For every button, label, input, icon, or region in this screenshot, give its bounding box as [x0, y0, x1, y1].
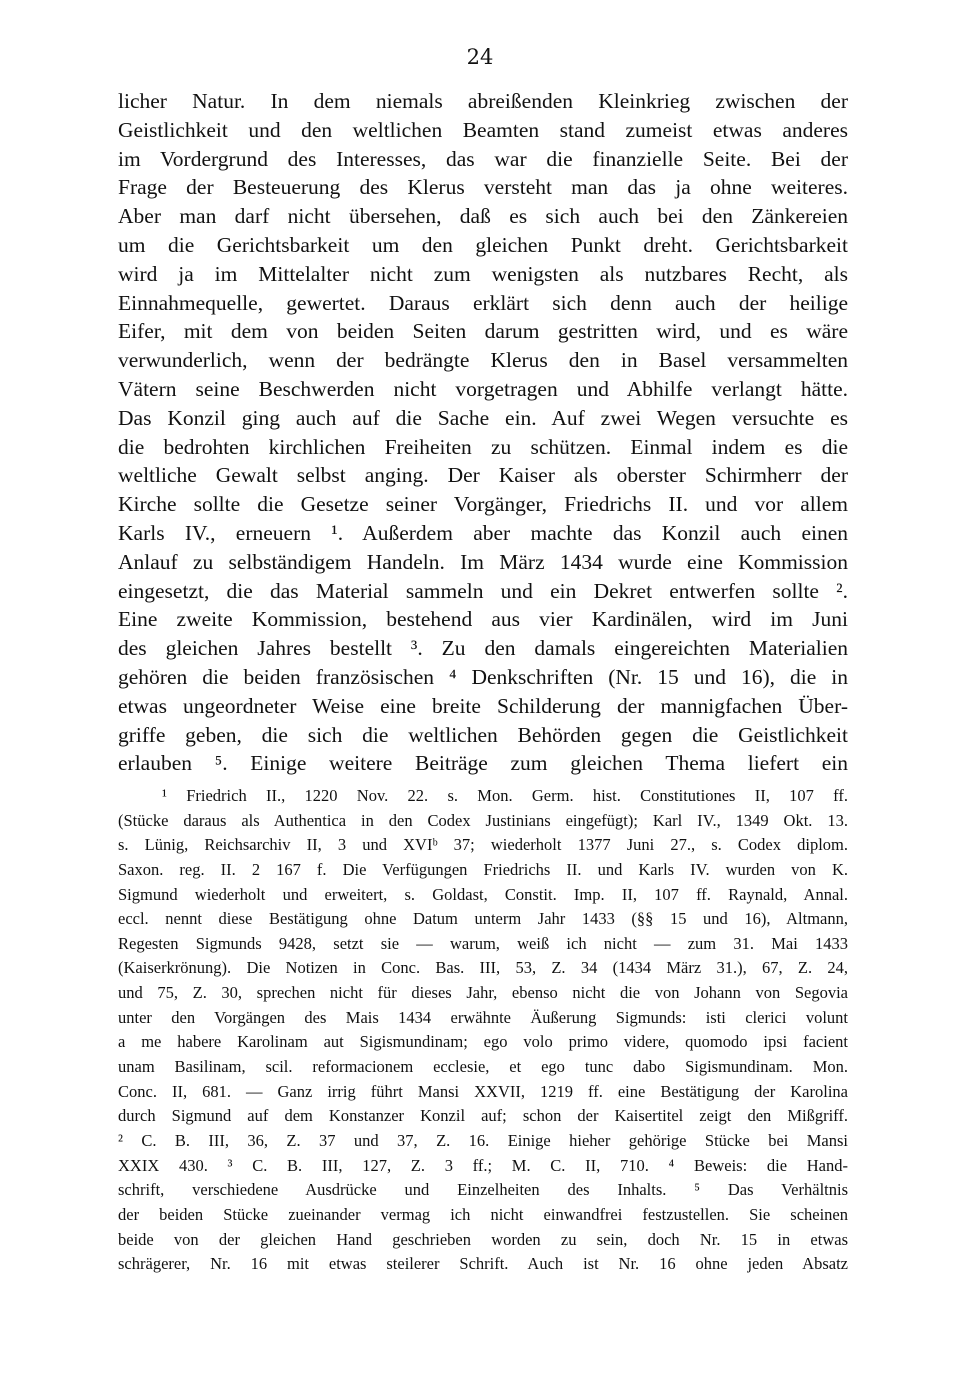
footnote-line: XXIX 430. ³ C. B. III, 127, Z. 3 ff.; M. C. II, 710. ⁴ Beweis: die Hand- [118, 1155, 848, 1175]
footnote-line: durch Sigmund auf dem Konstanzer Konzil auf; schon der Kaisertitel zeigt den Mißgriff. [118, 1106, 848, 1126]
footnote-line: ¹ Friedrich II., 1220 Nov. 22. s. Mon. Germ. hist. Constitutiones II, 107 ff. [162, 786, 848, 805]
footnote-line: ² C. B. III, 36, Z. 37 und 37, Z. 16. Einige hieher gehörige Stücke bei Mansi [118, 1130, 848, 1150]
footnote-line: Conc. II, 681. — Ganz irrig führt Mansi XXVII, 1219 ff. eine Bestätigung der Karolina [118, 1081, 848, 1101]
main-text [118, 87, 848, 778]
text-line: licher Natur. In dem niemals abreißenden Kleinkrieg zwischen der [118, 89, 848, 113]
text-line: des gleichen Jahres bestellt ³. Zu den damals eingereichten Materialien [118, 636, 848, 661]
text-line: Das Konzil ging auch auf die Sache ein. Auf zwei Wegen versuchte es [118, 405, 848, 430]
text-line: Einnahmequelle, gewertet. Daraus erklärt sich denn auch der heilige [118, 290, 848, 315]
footnotes [118, 784, 848, 1277]
footnote-line: Sigmund wiederholt und erweitert, s. Goldast, Constit. Imp. II, 107 ff. Raynald, Annal. [118, 884, 848, 904]
text-line: die bedrohten kirchlichen Freiheiten zu schützen. Einmal indem es die [118, 434, 848, 459]
text-line: Eine zweite Kommission, bestehend aus vier Kardinälen, wird im Juni [118, 607, 848, 632]
footnote-line: unam Basilinam, scil. reformacionem ecclesie, et ego tunc dabo Sigismundinam. Mon. [118, 1057, 848, 1077]
footnote-line: schrift, verschiedene Ausdrücke und Einzelheiten des Inhalts. ⁵ Das Verhältnis [118, 1180, 848, 1200]
text-line: Geistlichkeit und den weltlichen Beamten stand zumeist etwas anderes [118, 117, 848, 142]
text-line: Kirche sollte die Gesetze seiner Vorgänger, Friedrichs II. und vor allem [118, 492, 848, 517]
footnote-line: s. Lünig, Reichsarchiv II, 3 und XVIᵇ 37; wiederholt 1377 Juni 27., s. Codex diplom. [118, 835, 848, 855]
footnote-line: Regesten Sigmunds 9428, setzt sie — warum, weiß ich nicht — zum 31. Mai 1433 [118, 933, 848, 953]
text-line: Anlauf zu selbständigem Handeln. Im März 1434 wurde eine Kommission [118, 549, 848, 574]
footnote-line: unter den Vorgängen des Mais 1434 erwähnte Äußerung Sigmunds: isti clerici volunt [118, 1007, 848, 1027]
footnote-line: beide von der gleichen Hand geschrieben worden zu sein, doch Nr. 15 in etwas [118, 1229, 848, 1249]
text-line: eingesetzt, die das Material sammeln und ein Dekret entwerfen sollte ². [118, 578, 848, 603]
text-line: Eifer, mit dem von beiden Seiten darum gestritten wird, und es wäre [118, 319, 848, 344]
text-line: um die Gerichtsbarkeit um den gleichen Punkt dreht. Gerichtsbarkeit [118, 232, 848, 257]
text-line: Aber man darf nicht übersehen, daß es sich auch bei den Zänkereien [118, 204, 848, 229]
footnote-line: (Stücke daraus als Authentica in den Codex Justinians eingefügt); Karl IV., 1349 Okt. 13. [118, 810, 848, 830]
text-line: etwas ungeordneter Weise eine breite Schilderung der mannigfachen Über- [118, 693, 848, 718]
footnote-line: und 75, Z. 30, sprechen nicht für dieses Jahr, ebenso nicht die von Johann von Segovia [118, 983, 848, 1003]
footnote-line: (Kaiserkrönung). Die Notizen in Conc. Bas. III, 53, Z. 34 (1434 März 31.), 67, Z. 24, [118, 958, 848, 978]
text-line: Frage der Besteuerung des Klerus versteht man das ja ohne weiteres. [118, 175, 848, 200]
text-line: gehören die beiden französischen ⁴ Denkschriften (Nr. 15 und 16), die in [118, 664, 848, 689]
text-line: wird ja im Mittelalter nicht zum wenigsten als nutzbares Recht, als [118, 261, 848, 286]
text-line: Vätern seine Beschwerden nicht vorgetragen und Abhilfe verlangt hätte. [118, 376, 848, 401]
footnote-line: eccl. nennt diese Bestätigung ohne Datum unterm Jahr 1433 (§§ 15 und 16), Altmann, [118, 909, 848, 929]
text-line: im Vordergrund des Interesses, das war die finanzielle Seite. Bei der [118, 146, 848, 171]
footnote-line: Saxon. reg. II. 2 167 f. Die Verfügungen Friedrichs II. und Karls IV. wurden von K. [118, 859, 848, 879]
footnote-line: a me habere Karolinam aut Sigismundinam; ego volo primo videre, quomodo ipsi facient [118, 1032, 848, 1052]
footnote-line: schrägerer, Nr. 16 mit etwas steilerer Schrift. Auch ist Nr. 16 ohne jeden Absatz [118, 1254, 848, 1274]
text-line: verwunderlich, wenn der bedrängte Klerus den in Basel versammelten [118, 348, 848, 373]
text-line: Karls IV., erneuern ¹. Außerdem aber machte das Konzil auch einen [118, 520, 848, 545]
text-line: erlauben ⁵. Einige weitere Beiträge zum gleichen Thema liefert ein [118, 751, 848, 776]
footnote-line: der beiden Stücke zueinander vermag ich nicht einwandfrei festzustellen. Sie scheinen [118, 1204, 848, 1224]
text-line: weltliche Gewalt selbst anging. Der Kaiser als oberster Schirmherr der [118, 463, 848, 488]
page-number: 24 [466, 45, 494, 69]
text-line: griffe geben, die sich die weltlichen Behörden gegen die Geistlichkeit [118, 722, 848, 747]
